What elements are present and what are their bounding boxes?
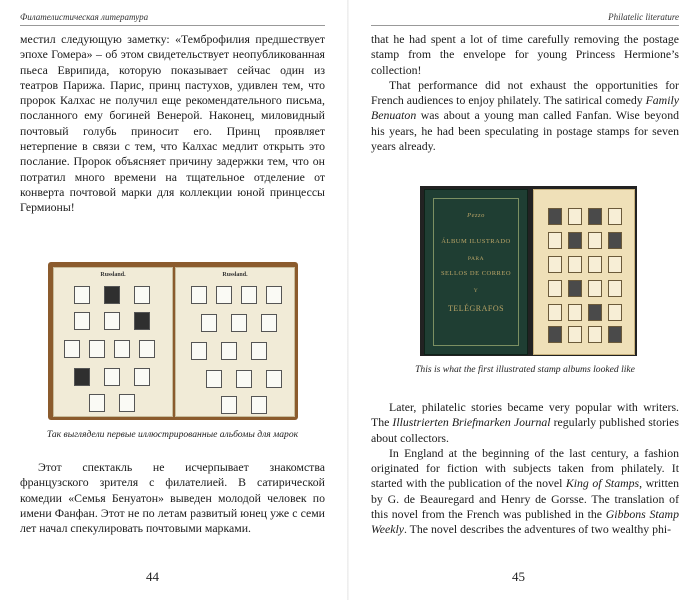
stamp-grid	[186, 282, 284, 408]
figure-caption-right: This is what the first illustrated stamp albums looked like	[415, 364, 635, 375]
album-inner-page	[533, 189, 635, 355]
right-paragraph-1: that he had spent a lot of time carefully removing the postage stamp from the envelope for young Princess Hermione’s collection!	[371, 32, 679, 77]
left-body-top	[20, 32, 325, 216]
figure-caption-left: Так выглядели первые иллюстрированные альбомы для марок	[46, 429, 299, 440]
cover-line: Y	[473, 288, 479, 294]
right-body-top	[371, 32, 679, 154]
cover-line: PARA	[467, 256, 485, 262]
right-body-bottom	[371, 400, 679, 538]
cover-line: TELÉGRAFOS	[447, 304, 505, 313]
album-photo-left	[48, 262, 298, 420]
cover-line: Pezzo	[467, 212, 485, 219]
right-paragraph-4: In England at the beginning of the last century, a fashion originated for fiction with subjects taken from philately. It started with the publication of the novel King of Stamps, written by G. de Beauregard and Henry de Gorsse. The translation of this novel from the French was published in the Gibbons Stamp Weekly. The novel describes the adventures of two wealthy phi-	[371, 445, 679, 537]
album-photo-right	[420, 186, 637, 356]
running-header-left: Филателистическая литература	[20, 12, 325, 26]
novel-title: King of Stamps	[565, 476, 640, 491]
left-page	[0, 0, 348, 600]
stamp-grid	[544, 202, 624, 342]
album-page-right	[175, 267, 295, 417]
right-page	[349, 0, 697, 600]
magazine-title: Gibbons Stamp Weekly	[371, 507, 679, 537]
cover-line: SELLOS DE CORREO	[440, 270, 512, 277]
right-paragraph-2: That performance did not exhaust the opportunities for French audiences to enjoy philately. The satirical comedy Family Benuaton was about a young man called Fanfan. Wise beyond his years, he had been speculating in postage stamps for seven years already.	[371, 77, 679, 154]
play-title: Family Benuaton	[371, 93, 679, 123]
stamp-grid	[64, 282, 162, 408]
left-body-bottom	[20, 460, 325, 536]
album-cover	[424, 189, 528, 355]
left-paragraph-2: Этот спектакль не исчерпывает знакомства французского зрителя с филателией. В сатирической комедии «Семья Бенуатон» выведен молодой человек по имени Фанфан. Этот не по летам развитый юнец уже с семи лет начал спекулировать почтовыми марками.	[20, 460, 325, 536]
album-page-title: Russland.	[222, 272, 248, 278]
left-paragraph-1: местил следующую заметку: «Темброфилия предшествует эпохе Гомера» – об этом свидетельствует неопубликованная пьеса Еврипида, которую показывает сейчас один из театров Парижа. Парис, принц пастухов, удивлен тем, что пророк Калхас не получил еще рекомендательного письма, посланного ему богиней Венерой. Наконец, миловидный почтовый голубь приносит его. Принц проявляет нетерпение в связи с тем, что Калхас медлит открыть это послание. Пророк объясняет причину задержки тем, что он потратил много времени на тщательное отделение от конверта почтовой марки для коллекции юной принцессы Гермионы!	[20, 32, 325, 215]
album-page-title: Russland.	[100, 272, 126, 278]
page-number-right: 45	[512, 569, 525, 584]
running-header-right: Philatelic literature	[371, 12, 679, 26]
journal-title: Illustrierten Briefmarken Journal	[392, 415, 551, 430]
album-page-left	[53, 267, 173, 417]
page-number-left: 44	[146, 569, 159, 584]
cover-line: ÁLBUM ILUSTRADO	[441, 238, 511, 245]
right-paragraph-3: Later, philatelic stories became very popular with writers. The Illustrierten Briefmarken Journal regularly published stories about collectors.	[371, 400, 679, 445]
